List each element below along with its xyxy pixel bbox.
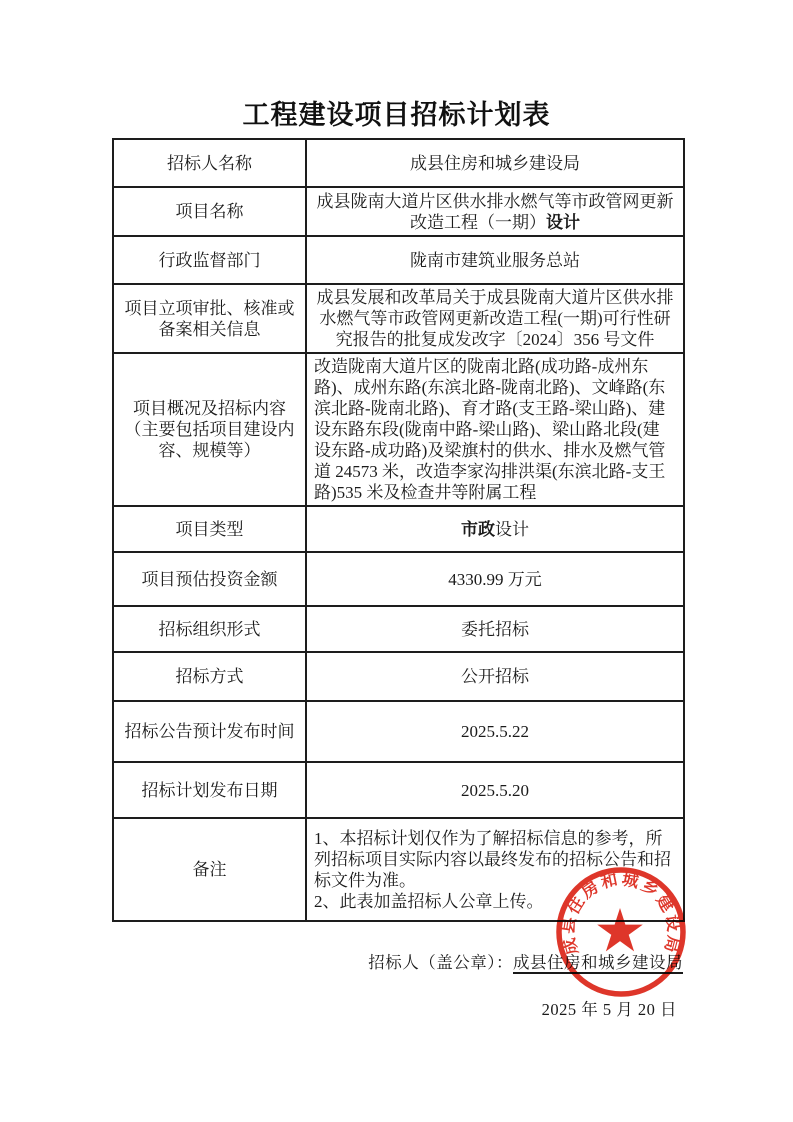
row-value-project-name bbox=[306, 187, 684, 236]
row-label-approval-info: 项目立项审批、核准或备案相关信息 bbox=[113, 284, 306, 353]
table-row-approval-info bbox=[113, 284, 684, 353]
table-row-supervision-dept bbox=[113, 236, 684, 284]
project-type-text: 设计 bbox=[495, 519, 529, 539]
project-name-bold-suffix: 设计 bbox=[546, 212, 580, 232]
table-row-announcement-date bbox=[113, 701, 684, 762]
row-value-bidder-name: 成县住房和城乡建设局 bbox=[306, 139, 684, 187]
row-label-supervision-dept: 行政监督部门 bbox=[113, 236, 306, 284]
bidding-plan-table bbox=[112, 138, 685, 922]
table-row-project-overview bbox=[113, 353, 684, 506]
table-row-estimated-investment bbox=[113, 552, 684, 606]
signature-name: 成县住房和城乡建设局 bbox=[513, 953, 683, 972]
remarks-item-2: 2、此表加盖招标人公章上传。 bbox=[314, 891, 544, 911]
row-label-plan-publish-date: 招标计划发布日期 bbox=[113, 762, 306, 818]
row-label-project-overview: 项目概况及招标内容（主要包括项目建设内容、规模等） bbox=[113, 353, 306, 506]
table-row-project-type bbox=[113, 506, 684, 552]
row-value-plan-publish-date: 2025.5.20 bbox=[306, 762, 684, 818]
row-label-remarks: 备注 bbox=[113, 818, 306, 921]
table-row-bidding-method bbox=[113, 652, 684, 701]
project-type-bold-prefix: 市政 bbox=[461, 519, 495, 539]
row-label-bidding-method: 招标方式 bbox=[113, 652, 306, 701]
seal-text: 成县住房和城乡建设局 bbox=[559, 870, 683, 957]
remarks-item-1: 1、本招标计划仅作为了解招标信息的参考，所列招标项目实际内容以最终发布的招标公告和招标文件为准。 bbox=[314, 828, 671, 890]
row-label-announcement-date: 招标公告预计发布时间 bbox=[113, 701, 306, 762]
table-row-remarks bbox=[113, 818, 684, 921]
row-value-project-type bbox=[306, 506, 684, 552]
row-label-project-type: 项目类型 bbox=[113, 506, 306, 552]
row-label-organization-form: 招标组织形式 bbox=[113, 606, 306, 652]
row-value-approval-info: 成县发展和改革局关于成县陇南大道片区供水排水燃气等市政管网更新改造工程(一期)可行性研究报告的批复成发改字〔2024〕356 号文件 bbox=[306, 284, 684, 353]
row-value-bidding-method: 公开招标 bbox=[306, 652, 684, 701]
row-value-project-overview: 改造陇南大道片区的陇南北路(成功路-成州东路)、成州东路(东滨北路-陇南北路)、文峰路(东滨北路-陇南北路)、育才路(支王路-梁山路)、建设东路东段(陇南中路-梁山路)、梁山路北段(建设东路-成功路)及梁旗村的供水、排水及燃气管道 24573 米，改造李家沟排洪渠(东滨北路-支王路)535 米及检查井等附属工程 bbox=[306, 353, 684, 506]
row-label-project-name: 项目名称 bbox=[113, 187, 306, 236]
table-row-organization-form bbox=[113, 606, 684, 652]
table-row-bidder-name bbox=[113, 139, 684, 187]
row-label-estimated-investment: 项目预估投资金额 bbox=[113, 552, 306, 606]
signature-label: 招标人（盖公章）： bbox=[368, 953, 513, 972]
row-value-remarks bbox=[306, 818, 684, 921]
row-label-bidder-name: 招标人名称 bbox=[113, 139, 306, 187]
row-value-estimated-investment: 4330.99 万元 bbox=[306, 552, 684, 606]
signature-date: 2025 年 5 月 20 日 bbox=[541, 1000, 677, 1019]
row-value-supervision-dept: 陇南市建筑业服务总站 bbox=[306, 236, 684, 284]
signature-line bbox=[0, 952, 683, 974]
page-title: 工程建设项目招标计划表 bbox=[242, 100, 551, 130]
row-value-organization-form: 委托招标 bbox=[306, 606, 684, 652]
table-row-project-name bbox=[113, 187, 684, 236]
table-row-plan-publish-date bbox=[113, 762, 684, 818]
project-name-text: 成县陇南大道片区供水排水燃气等市政管网更新改造工程（一期） bbox=[316, 191, 674, 232]
row-value-announcement-date: 2025.5.22 bbox=[306, 701, 684, 762]
